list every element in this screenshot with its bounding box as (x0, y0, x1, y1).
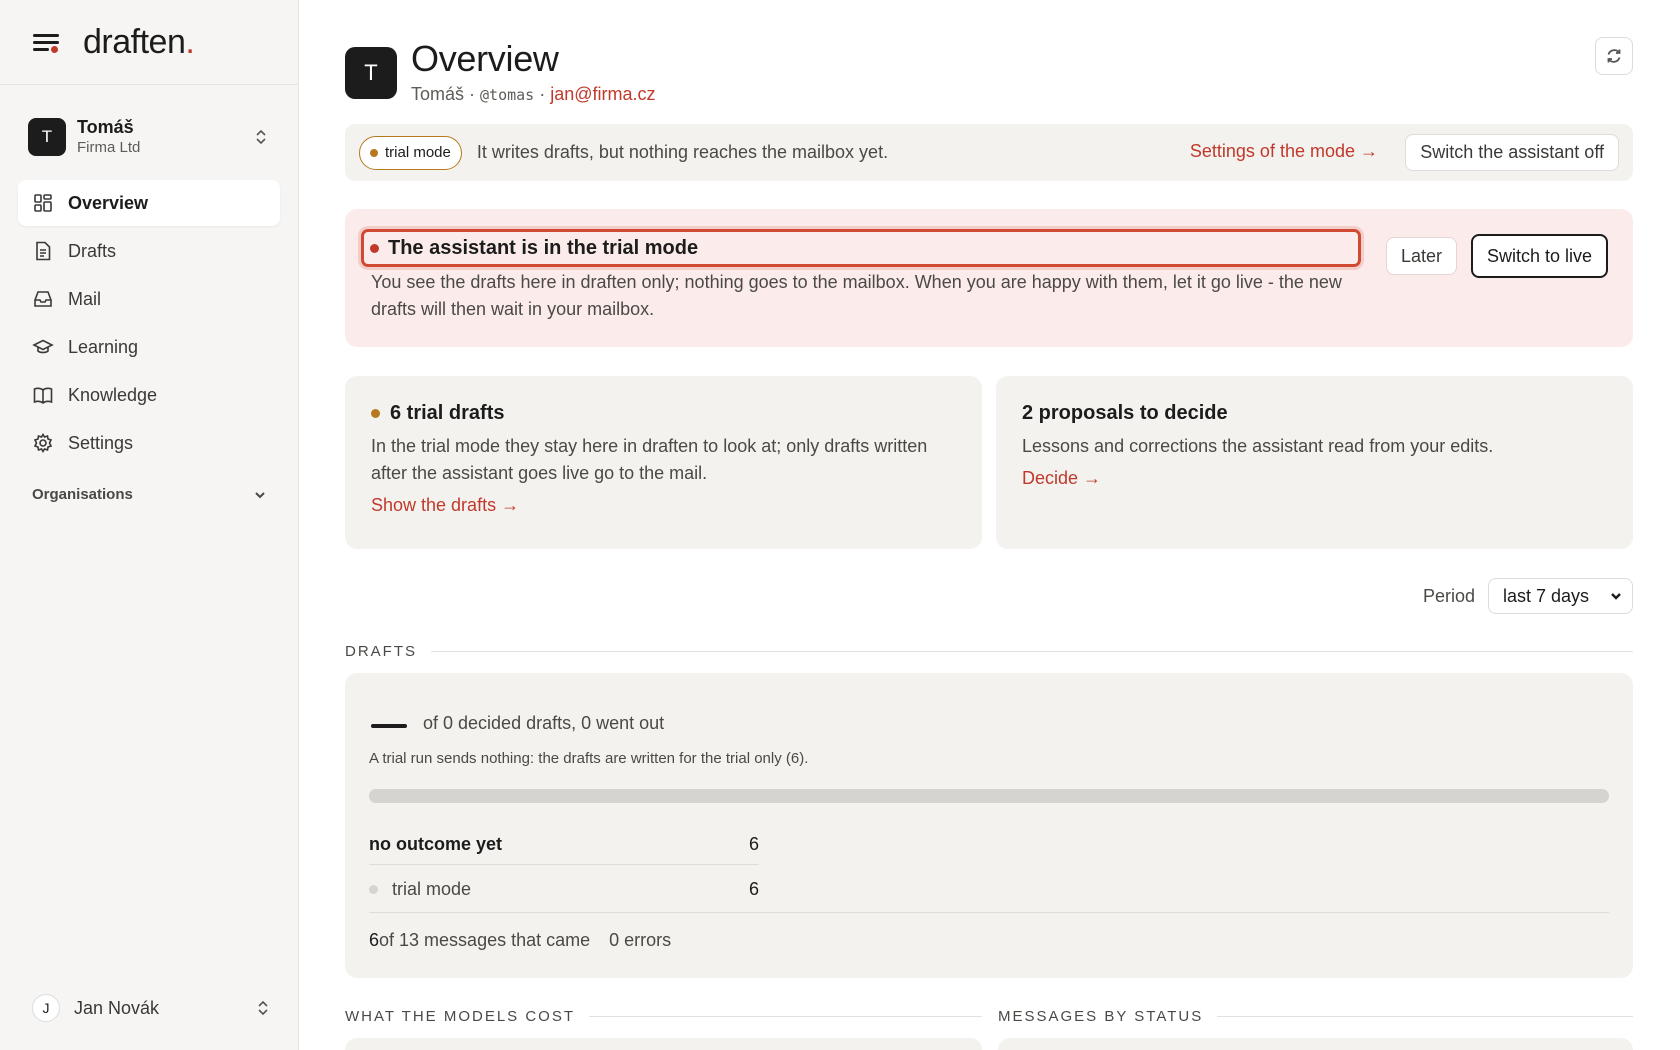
profile-subtitle (411, 84, 656, 105)
profile-handle: @tomas (480, 86, 535, 104)
chevron-updown-icon (256, 999, 270, 1017)
sidebar-item-label: Drafts (68, 240, 117, 261)
messages-text: of 13 messages that came (379, 930, 591, 950)
trial-drafts-card (345, 376, 982, 549)
trial-alert-description: You see the drafts here in draften only; nothing goes to the mailbox. When you are happy with them, let it go live - the new drafts will then wait in your mailbox. (371, 272, 1342, 319)
dash-indicator (371, 724, 407, 728)
sidebar-item-overview[interactable] (18, 180, 280, 226)
account-name: Tomáš (77, 117, 134, 137)
errors-count: 0 errors (609, 930, 672, 950)
card-description: In the trial mode they stay here in draften to look at; only drafts written after the assistant goes live go to the mail. (371, 436, 928, 483)
section-heading-text: DRAFTS (345, 643, 417, 660)
avatar: J (32, 994, 60, 1022)
drafts-section-heading (345, 643, 1633, 660)
profile-email-link[interactable]: jan@firma.cz (550, 84, 656, 104)
outcome-value: 6 (748, 878, 759, 899)
sidebar-item-learning[interactable] (18, 324, 280, 370)
menu-icon[interactable] (33, 32, 59, 52)
show-drafts-link[interactable]: Show the drafts → (371, 495, 520, 515)
trial-alert-title: The assistant is in the trial mode (388, 236, 699, 259)
card-description: Lessons and corrections the assistant read from your edits. (1022, 436, 1494, 456)
trial-alert-title-box (361, 229, 1361, 267)
outcome-label: trial mode (392, 878, 472, 899)
outcome-row (369, 869, 759, 909)
status-dot (371, 409, 380, 418)
proposals-card (996, 376, 1633, 549)
card-title: 2 proposals to decide (1022, 402, 1228, 424)
account-switcher[interactable] (18, 106, 280, 168)
main-content (345, 0, 1633, 1050)
outcome-label: no outcome yet (369, 834, 503, 854)
sidebar-item-mail[interactable] (18, 276, 280, 322)
sidebar-item-label: Overview (68, 192, 149, 213)
trial-mode-alert (345, 209, 1633, 347)
separator: · (464, 84, 481, 104)
chevron-updown-icon (254, 128, 268, 146)
logo[interactable]: draften. (83, 22, 195, 61)
decide-link[interactable]: Decide → (1022, 468, 1102, 488)
sidebar-item-label: Mail (68, 288, 102, 309)
chevron-down-icon (1610, 590, 1622, 602)
gear-icon (32, 432, 54, 454)
profile-avatar: T (345, 47, 397, 99)
card-title (371, 402, 956, 425)
messages-by-status-heading (998, 1008, 1633, 1025)
user-name: Jan Novák (74, 997, 160, 1018)
section-heading-text: WHAT THE MODELS COST (345, 1008, 576, 1025)
messages-count: 6 (369, 930, 380, 950)
sidebar-nav (18, 180, 280, 468)
page-title: Overview (411, 38, 559, 79)
models-cost-heading (345, 1008, 982, 1025)
models-cost-card (345, 1038, 982, 1050)
drafts-stats-card (345, 673, 1633, 978)
divider (369, 912, 1609, 913)
book-icon (32, 384, 54, 406)
status-dot (370, 244, 379, 253)
chevron-down-icon (253, 488, 267, 502)
user-menu[interactable] (32, 992, 270, 1024)
separator: · (534, 84, 551, 104)
sidebar-item-drafts[interactable] (18, 228, 280, 274)
switch-assistant-off-button[interactable]: Switch the assistant off (1405, 134, 1619, 171)
sidebar-item-label: Settings (68, 432, 134, 453)
organisations-label: Organisations (32, 486, 133, 503)
graduation-cap-icon (32, 336, 54, 358)
switch-to-live-button[interactable]: Switch to live (1471, 234, 1608, 278)
outcome-progress-bar (369, 789, 1609, 803)
sidebar-item-label: Learning (68, 336, 139, 357)
badge-label: trial mode (385, 144, 451, 161)
organisations-toggle[interactable] (32, 486, 267, 503)
sidebar-item-settings[interactable] (18, 420, 280, 466)
period-label: Period (1422, 585, 1475, 606)
card-title-text: 6 trial drafts (390, 402, 505, 424)
profile-name: Tomáš (411, 84, 465, 104)
inbox-icon (32, 288, 54, 310)
sidebar-item-label: Knowledge (68, 384, 158, 405)
document-icon (32, 240, 54, 262)
period-filter (1423, 578, 1633, 614)
mode-settings-link[interactable]: Settings of the mode → (1189, 141, 1378, 161)
period-value: last 7 days (1503, 585, 1590, 606)
legend-dot (369, 885, 378, 894)
messages-status-card (998, 1038, 1633, 1050)
refresh-icon (1605, 47, 1623, 65)
account-avatar: T (28, 118, 66, 156)
brand-bar (0, 0, 298, 85)
outcome-value: 6 (748, 834, 759, 854)
trial-note: A trial run sends nothing: the drafts are written for the trial only (6). (369, 750, 809, 767)
mode-bar (345, 124, 1633, 181)
refresh-button[interactable] (1595, 37, 1633, 75)
sidebar (0, 0, 299, 1050)
grid-icon (32, 192, 54, 214)
message-stats (369, 930, 671, 951)
mode-description: It writes drafts, but nothing reaches the mailbox yet. (476, 142, 889, 162)
later-button[interactable]: Later (1386, 237, 1457, 275)
section-heading-text: MESSAGES BY STATUS (998, 1008, 1204, 1025)
trial-mode-badge (359, 136, 462, 170)
period-select[interactable] (1488, 578, 1633, 614)
decided-drafts-text: of 0 decided drafts, 0 went out (423, 713, 665, 733)
sidebar-item-knowledge[interactable] (18, 372, 280, 418)
account-org: Firma Ltd (77, 139, 141, 156)
outcome-row (369, 825, 759, 865)
